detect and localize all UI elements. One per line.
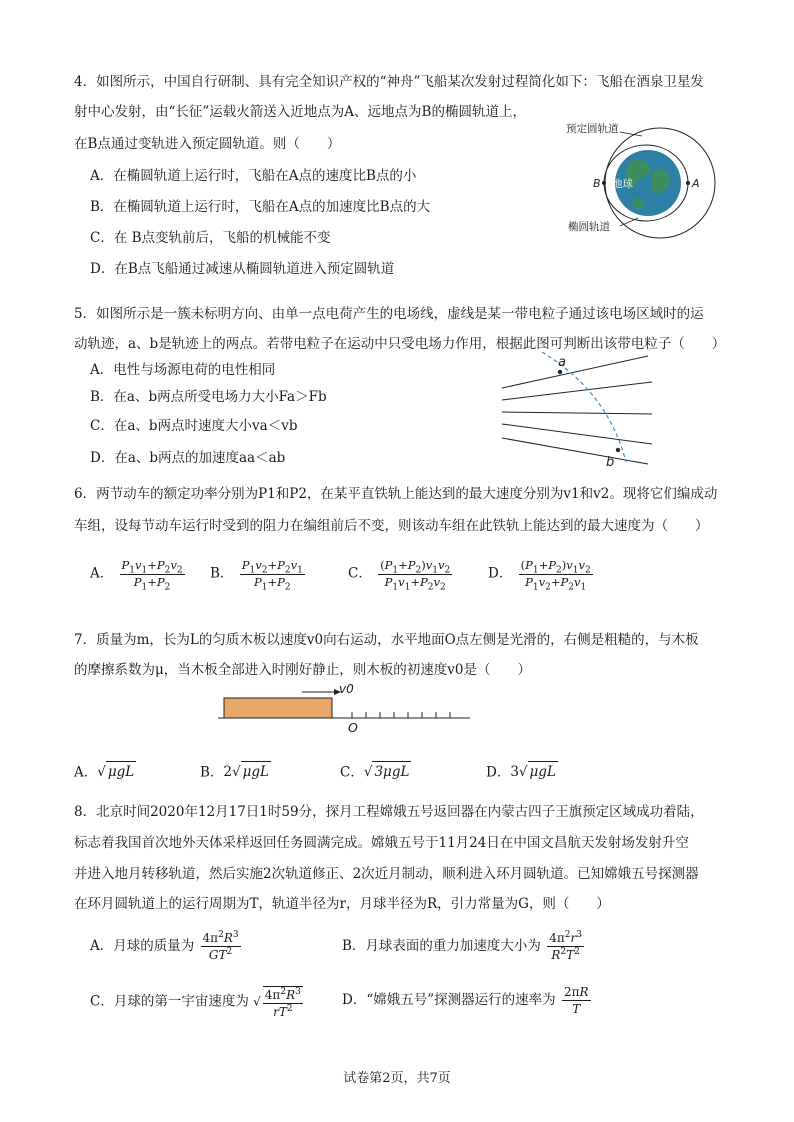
q6-option-a-label: A．: [90, 565, 114, 582]
q7-stem-line1: 7．质量为m，长为L的匀质木板以速度v0向右运动，水平地面O点左侧是光滑的，右侧是粗糙的，与木板: [74, 632, 699, 648]
q6-option-a-formula: $\frac{P_1v_1+P_2v_2}{P_1+P_2}$: [121, 558, 183, 592]
q6-option-b: [210, 558, 307, 592]
q7-option-a: [74, 766, 136, 780]
q8-stem-line1: 8．北京时间2020年12月17日1时59分，探月工程嫦娥五号返回器在内蒙古四子王旗预定区域成功着陆，: [74, 804, 704, 820]
q8-option-c-formula: √ $\frac{4\pi^2R^3}{rT^2}$: [253, 987, 301, 1019]
label-ellipse-orbit: 椭圆轨道: [568, 221, 610, 233]
label-circle-orbit: 预定圆轨道: [566, 123, 619, 135]
q5-option-a: A．电性与场源电荷的电性相同: [90, 362, 276, 378]
q5-option-c: C．在a、b两点时速度大小va＜vb: [90, 418, 298, 434]
q8-option-a: [90, 932, 243, 961]
q5-option-b: B．在a、b两点所受电场力大小Fa＞Fb: [90, 389, 327, 405]
q4-stem-line1: 4．如图所示，中国自行研制、具有完全知识产权的“神舟”飞船某次发射过程简化如下：飞船在酒泉卫星发: [74, 74, 704, 90]
q6-stem-line1: 6．两节动车的额定功率分别为P1和P2，在某平直铁轨上能达到的最大速度分别为v1和v2。现将它们编成动: [74, 486, 718, 502]
q7-option-b-label: B．: [200, 764, 224, 781]
q6-option-d-label: D．: [488, 565, 513, 582]
q4-stem-line3: 在B点通过变轨进入预定圆轨道。则（ ）: [74, 136, 341, 152]
q8-stem-line4: 在环月圆轨道上的运行周期为T，轨道半径为r，月球半径为R，引力常量为G，则（ ）: [74, 896, 610, 912]
q4-stem-line2: 射中心发射，由“长征”运载火箭送入近地点为A、远地点为B的椭圆轨道上，: [74, 104, 526, 120]
q7-option-c-label: C．: [340, 764, 364, 781]
q6-option-c-label: C．: [348, 565, 372, 582]
q8-option-d-formula: $\frac{2\pi R}{T}$: [563, 985, 589, 1016]
q5-option-d: D．在a、b两点的加速度aa＜ab: [90, 450, 286, 466]
q8-stem-line3: 并进入地月转移轨道，然后实施2次轨道修正、2次近月制动，顺利进入环月圆轨道。已知嫦娥五号探测器: [74, 866, 699, 882]
q8-option-b: [342, 932, 586, 961]
q8-stem-line2: 标志着我国首次地外天体采样返回任务圆满完成。嫦娥五号于11月24日在中国文昌航天发射场发射升空: [74, 835, 689, 851]
q4-orbit-figure: [560, 118, 725, 243]
q5-field-figure: [498, 352, 658, 470]
q8-option-d: [342, 986, 593, 1015]
label-o: O: [348, 720, 358, 734]
q7-option-a-label: A．: [74, 764, 98, 781]
q7-option-c: [340, 766, 411, 780]
q8-option-a-formula: $\frac{4\pi^2R^3}{GT^2}$: [202, 930, 239, 962]
q8-option-c: [90, 986, 305, 1018]
label-v0: v0: [339, 682, 354, 696]
label-a: A: [692, 177, 700, 190]
q8-option-a-label: A．月球的质量为: [90, 938, 195, 954]
q7-option-d-label: D．: [486, 764, 511, 781]
q4-option-a: A．在椭圆轨道上运行时，飞船在A点的速度比B点的小: [90, 168, 417, 184]
q6-option-b-formula: $\frac{P_1v_2+P_2v_1}{P_1+P_2}$: [241, 558, 303, 592]
wooden-board: [224, 698, 332, 718]
label-b: B: [593, 177, 601, 190]
q7-stem-line2: 的摩擦系数为μ，当木板全部进入时刚好静止，则木板的初速度v0是（ ）: [74, 662, 531, 678]
q6-option-a: [90, 558, 187, 592]
q6-option-c: [348, 558, 454, 592]
q7-option-c-formula: √ 3μgL: [364, 766, 412, 780]
q7-board-figure: [214, 682, 474, 734]
q8-option-b-label: B．月球表面的重力加速度大小为: [342, 938, 541, 954]
q6-option-d: [488, 558, 595, 592]
label-b: b: [606, 455, 615, 470]
label-earth: 地球: [612, 178, 633, 190]
trajectory-path: [542, 352, 626, 462]
q7-option-b-formula: 2√ μgL: [223, 766, 271, 780]
q6-option-b-label: B．: [210, 565, 234, 582]
q7-option-d-formula: 3√ μgL: [510, 766, 558, 780]
page-footer: 试卷第2页，共7页: [343, 1071, 451, 1086]
q6-option-c-formula: $\frac{(P_1+P_2)v_1v_2}{P_1v_1+P_2v_2}$: [380, 558, 451, 592]
q8-option-d-label: D．“嫦娥五号”探测器运行的速率为: [342, 992, 556, 1008]
q4-option-b: B．在椭圆轨道上运行时，飞船在A点的加速度比B点的大: [90, 199, 431, 215]
q7-option-b: [200, 766, 271, 780]
label-a: a: [558, 355, 566, 370]
q8-option-c-label: C．月球的第一宇宙速度为: [90, 993, 249, 1010]
q4-option-d: D．在B点飞船通过减速从椭圆轨道进入预定圆轨道: [90, 261, 395, 277]
q5-stem-line2: 动轨迹，a、b是轨迹上的两点。若带电粒子在运动中只受电场力作用，根据此图可判断出该带电粒子（ ）: [74, 336, 726, 352]
q6-option-d-formula: $\frac{(P_1+P_2)v_1v_2}{P_1v_2+P_2v_1}$: [520, 558, 591, 592]
q7-option-d: [486, 766, 558, 780]
q6-stem-line2: 车组，设每节动车运行时受到的阻力在编组前后不变，则该动车组在此铁轨上能达到的最大速度为（ ）: [74, 518, 709, 534]
q4-option-c: C．在 B点变轨前后，飞船的机械能不变: [90, 230, 331, 246]
q5-stem-line1: 5．如图所示是一簇未标明方向、由单一点电荷产生的电场线，虚线是某一带电粒子通过该电场区域时的运: [74, 306, 704, 322]
q8-option-b-formula: $\frac{4\pi^2r^3}{R^2T^2}$: [549, 930, 582, 962]
q7-option-a-formula: √ μgL: [97, 766, 136, 780]
